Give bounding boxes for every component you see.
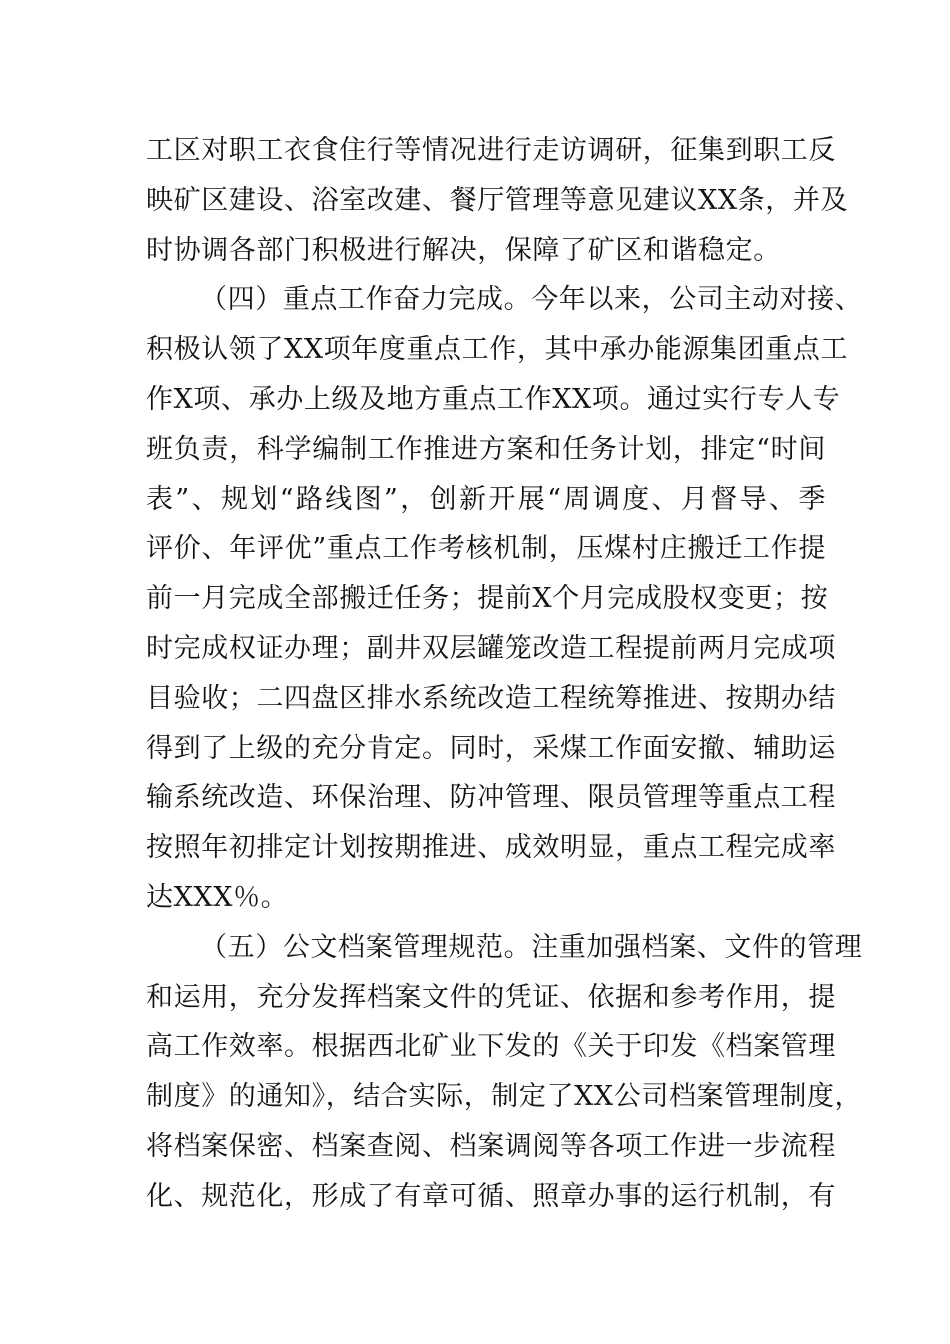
text-line-8: 表”、规划“路线图”，创新开展“周调度、月督导、季 <box>146 483 826 515</box>
text-line-3: 时协调各部门积极进行解决，保障了矿区和谐稳定。 <box>146 234 781 266</box>
body-text <box>146 126 863 1222</box>
text-line-22: 化、规范化，形成了有章可循、照章办事的运行机制，有 <box>146 1180 836 1212</box>
text-line-10: 前一月完成全部搬迁任务；提前X个月完成股权变更；按 <box>146 583 829 615</box>
text-line-5: 积极认领了XX项年度重点工作，其中承办能源集团重点工 <box>146 334 849 366</box>
text-line-17: （五）公文档案管理规范。注重加强档案、文件的管理 <box>200 931 863 963</box>
text-line-16: 达XXX％。 <box>146 881 289 913</box>
text-line-6: 作X项、承办上级及地方重点工作XX项。通过实行专人专 <box>146 383 841 415</box>
text-line-1: 工区对职工衣食住行等情况进行走访调研，征集到职工反 <box>146 135 836 166</box>
text-line-18: 和运用，充分发挥档案文件的凭证、依据和参考作用，提 <box>146 981 836 1013</box>
text-line-7: 班负责，科学编制工作推进方案和任务计划，排定“时间 <box>146 433 826 465</box>
text-line-13: 得到了上级的充分肯定。同时，采煤工作面安撤、辅助运 <box>146 732 836 764</box>
text-line-11: 时完成权证办理；副井双层罐笼改造工程提前两月完成项 <box>146 632 836 664</box>
text-line-2: 映矿区建设、浴室改建、餐厅管理等意见建议XX条，并及 <box>146 184 849 216</box>
text-line-12: 目验收；二四盘区排水系统改造工程统筹推进、按期办结 <box>146 682 836 714</box>
text-line-19: 高工作效率。根据西北矿业下发的《关于印发《档案管理 <box>146 1031 836 1063</box>
text-line-15: 按照年初排定计划按期推进、成效明显，重点工程完成率 <box>146 832 836 864</box>
text-line-21: 将档案保密、档案查阅、档案调阅等各项工作进一步流程 <box>146 1130 836 1162</box>
text-line-4: （四）重点工作奋力完成。今年以来，公司主动对接、 <box>200 284 863 316</box>
text-line-14: 输系统改造、环保治理、防冲管理、限员管理等重点工程 <box>146 782 836 814</box>
text-line-20: 制度》的通知》，结合实际，制定了XX公司档案管理制度， <box>146 1081 863 1113</box>
text-line-9: 评价、年评优”重点工作考核机制，压煤村庄搬迁工作提 <box>146 533 826 565</box>
